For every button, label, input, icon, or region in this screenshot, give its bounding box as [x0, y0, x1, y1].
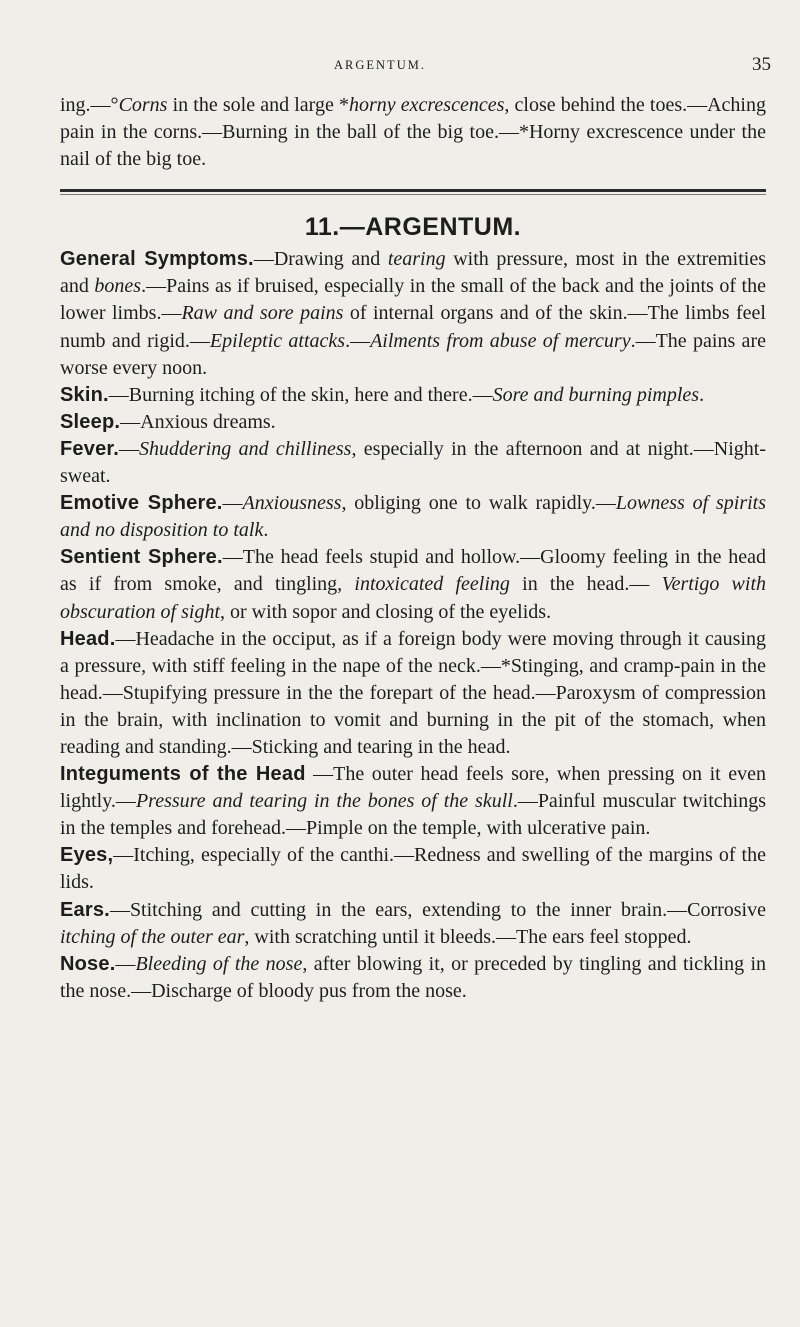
italic-text: Pressure and tearing in the bones of the skull	[135, 790, 513, 813]
text-run: , obliging one to walk rapidly.—	[341, 492, 616, 515]
symptom-entry	[60, 761, 766, 842]
symptom-entry	[60, 897, 766, 951]
symptom-entry	[60, 544, 766, 625]
intro-paragraph	[60, 92, 766, 173]
italic-text: intoxicated feeling	[354, 573, 510, 596]
section-heading: 11.—ARGENTUM.	[304, 213, 522, 242]
italic-text: Bleeding of the nose	[135, 952, 303, 975]
text-run: .	[263, 519, 269, 542]
italic-text: Shuddering and chilliness	[139, 437, 352, 460]
entry-label: Emotive Sphere.	[60, 492, 223, 515]
text-run: .—	[345, 329, 371, 352]
text-run: .—Painful muscular twitchings in the temples and forehead.—Pimple on the temple, with ulcerative pain.	[60, 790, 766, 840]
italic-text: itching of the outer ear	[60, 925, 245, 948]
text-run: .	[699, 383, 705, 406]
text-run: —Stitching and cutting in the ears, extending to the inner brain.—Corrosive	[109, 898, 766, 921]
italic-text: bones	[94, 275, 142, 298]
text-run: ing.—°	[60, 94, 119, 116]
italic-text: Sore and burning pimples	[492, 383, 700, 406]
italic-text: Raw and sore pains	[181, 302, 344, 325]
italic-text: Lowness of spirits and no disposition to talk	[60, 492, 766, 542]
text-run: of internal organs and of the skin.—The limbs feel numb and rigid.—	[60, 302, 766, 352]
text-run: —The outer head feels sore, when pressing on it even lightly.—	[60, 763, 766, 813]
text-run: , or with sopor and closing of the eyelids.	[220, 600, 552, 623]
text-run: , after blowing it, or preceded by tingling and tickling in the nose.—Discharge of bloody pus from the nose.	[60, 952, 766, 1002]
text-run: , especially in the afternoon and at night.—Night-sweat.	[60, 437, 767, 488]
italic-text: Anxiousness	[242, 492, 342, 515]
entry-label: Nose.	[60, 952, 116, 975]
section-divider	[60, 189, 766, 192]
running-head	[0, 54, 800, 76]
symptom-entries	[60, 246, 766, 1005]
page-number: 35	[752, 54, 771, 75]
text-run: in the sole and large *	[167, 94, 349, 116]
symptom-entry	[60, 951, 766, 1005]
italic-text: Epileptic attacks	[209, 329, 346, 352]
italic-text: horny excrescences	[348, 94, 505, 116]
symptom-entry	[60, 382, 766, 409]
entry-label: Sleep.	[60, 410, 121, 433]
italic-text: Vertigo with obscuration of sight	[60, 573, 767, 623]
entry-label: Ears.	[60, 898, 110, 921]
italic-text: Ailments from abuse of mercury	[370, 329, 631, 352]
page-body	[60, 92, 766, 1005]
symptom-entry	[60, 842, 766, 896]
text-run: , with scratching until it bleeds.—The ears feel stopped.	[244, 925, 692, 948]
text-run: —	[222, 492, 243, 515]
text-run: .—Pains as if bruised, especially in the small of the back and the joints of the lower limbs.—	[60, 275, 766, 325]
entry-label: Fever.	[60, 437, 120, 460]
symptom-entry	[60, 246, 766, 381]
entry-label: Head.	[60, 627, 116, 650]
italic-text: Corns	[118, 94, 168, 116]
text-run: —Drawing and	[253, 248, 388, 271]
italic-text: tearing	[387, 248, 446, 271]
text-run: —	[119, 437, 140, 460]
symptom-entry	[60, 436, 766, 490]
entry-label: Integuments of the Head	[60, 763, 306, 786]
text-run: —Itching, especially of the canthi.—Redness and swelling of the margins of the lids.	[60, 844, 766, 894]
entry-label: General Symptoms.	[60, 248, 254, 271]
text-run: —The head feels stupid and hollow.—Gloomy feeling in the head as if from smoke, and tingling,	[60, 546, 766, 596]
entry-label: Sentient Sphere.	[60, 546, 223, 569]
text-run: , close behind the toes.—Aching pain in the corns.—Burning in the ball of the big toe.—*Horny excrescence under the nail of the big toe.	[60, 94, 766, 171]
text-run: in the head.—	[509, 573, 662, 596]
text-run: .—The pains are worse every noon.	[60, 329, 766, 379]
text-run: —	[115, 952, 136, 975]
entry-label: Skin.	[60, 383, 109, 406]
text-run: —Anxious dreams.	[120, 410, 276, 433]
symptom-entry	[60, 409, 766, 436]
text-run: with pressure, most in the extremities and	[60, 248, 767, 298]
symptom-entry	[60, 626, 766, 761]
text-run: —Headache in the occiput, as if a foreign body were moving through it causing a pressure, with stiff feeling in the nape of the neck.—*Stinging, and cramp-pain in the head.—Stupifying pressure in the the forepart of the head.—Paroxysm of compression in the brain, with inclination to vomit and burning in the pit of the stomach, when reading and standing.—Sticking and tearing in the head.	[60, 627, 766, 758]
text-run: —Burning itching of the skin, here and there.—	[108, 383, 493, 406]
entry-label: Eyes,	[60, 844, 114, 867]
symptom-entry	[60, 490, 766, 544]
running-title: ARGENTUM.	[334, 58, 426, 72]
